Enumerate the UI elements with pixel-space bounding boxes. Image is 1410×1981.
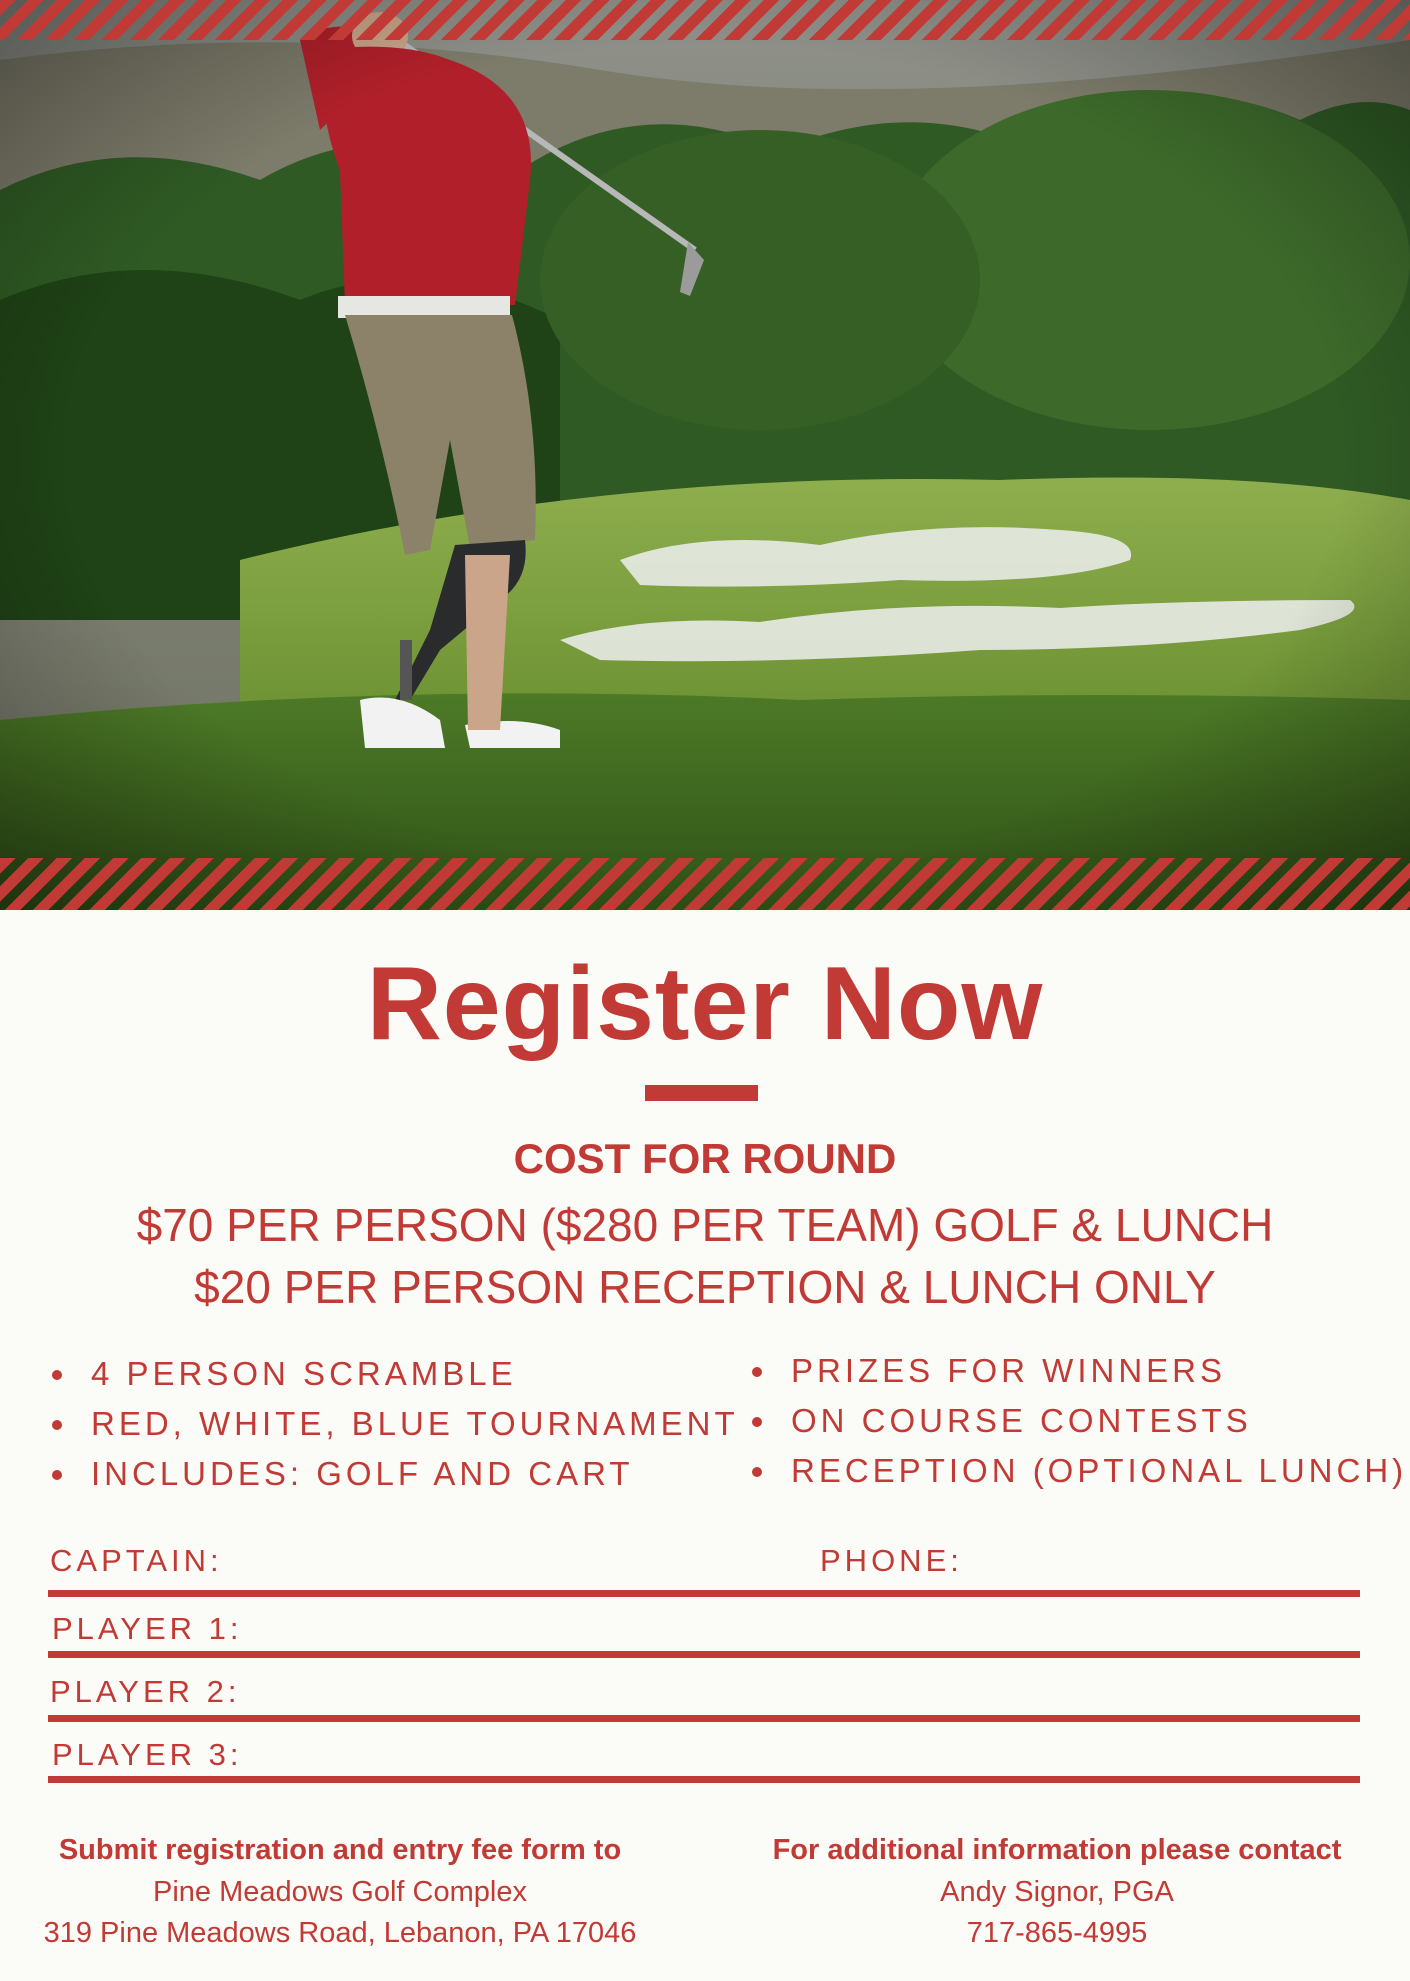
bullet-icon [752, 1367, 762, 1377]
player-2-label: PLAYER 2: [50, 1674, 241, 1709]
list-item: PRIZES FOR WINNERS [748, 1346, 1407, 1396]
price-line-golf: $70 PER PERSON ($280 PER TEAM) GOLF & LUNCH [136, 1199, 1274, 1251]
hero-photo [0, 0, 1410, 910]
list-item: INCLUDES: GOLF AND CART [48, 1449, 739, 1499]
venue-address: 319 Pine Meadows Road, Lebanon, PA 17046 [43, 1917, 637, 1949]
golfer-photo [0, 0, 1410, 910]
list-item: RED, WHITE, BLUE TOURNAMENT [48, 1399, 739, 1449]
submission-heading: Submit registration and entry fee form to [58, 1834, 622, 1866]
bullet-icon [752, 1417, 762, 1427]
captain-label: CAPTAIN: [50, 1543, 223, 1578]
bullet-icon [52, 1470, 62, 1480]
venue-name: Pine Meadows Golf Complex [153, 1876, 527, 1908]
player-1-label: PLAYER 1: [52, 1611, 243, 1646]
list-item: 4 PERSON SCRAMBLE [48, 1349, 739, 1399]
player-2-field[interactable] [48, 1715, 1360, 1722]
page-title: Register Now [366, 946, 1044, 1062]
features-right-list [748, 1346, 1407, 1496]
contact-phone[interactable]: 717-865-4995 [966, 1917, 1148, 1949]
list-item: RECEPTION (OPTIONAL LUNCH) [748, 1446, 1407, 1496]
player-3-field[interactable] [48, 1776, 1360, 1783]
phone-label: PHONE: [820, 1543, 963, 1578]
player-3-label: PLAYER 3: [52, 1737, 243, 1772]
bottom-stripe-band [0, 858, 1410, 910]
features-left-list [48, 1349, 739, 1499]
top-stripe-band [0, 0, 1410, 40]
contact-heading: For additional information please contact [772, 1834, 1342, 1866]
price-line-reception: $20 PER PERSON RECEPTION & LUNCH ONLY [194, 1261, 1216, 1313]
bullet-icon [752, 1467, 762, 1477]
bullet-icon [52, 1420, 62, 1430]
player-1-field[interactable] [48, 1651, 1360, 1658]
title-divider [645, 1085, 758, 1101]
submission-info [20, 1828, 660, 1954]
cost-heading: COST FOR ROUND [513, 1135, 897, 1182]
bullet-icon [52, 1370, 62, 1380]
captain-field[interactable] [48, 1590, 1360, 1597]
contact-name: Andy Signor, PGA [940, 1876, 1174, 1908]
contact-info [737, 1828, 1377, 1954]
list-item: ON COURSE CONTESTS [748, 1396, 1407, 1446]
